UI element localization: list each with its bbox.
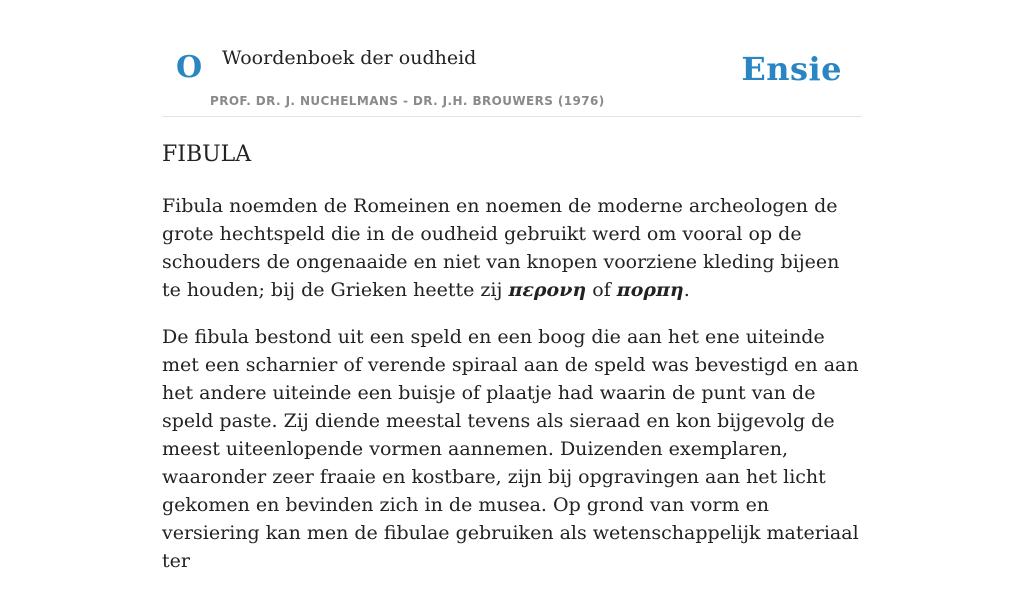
entry-paragraph bbox=[162, 192, 862, 304]
greek-term: πορπη bbox=[616, 279, 684, 301]
greek-term: περονη bbox=[508, 279, 587, 301]
site-header bbox=[162, 0, 862, 117]
paragraph-text: Fibula noemden de Romeinen en noemen de moderne archeologen de grote hechtspeld die in de oudheid gebruikt werd om vooral op de schouders de ongenaaide en niet van knopen voorziene kleding bijeen te houden; bij de Grieken heette zij bbox=[162, 195, 840, 301]
paragraph-text: . bbox=[683, 279, 690, 301]
entry-content bbox=[162, 192, 862, 594]
index-letter[interactable]: O bbox=[176, 50, 203, 85]
entry-paragraph: De fibula bestond uit een speld en een boog die aan het ene uiteinde met een scharnier of verende spiraal aan de speld was bevestigd en aan het andere uiteinde een buisje of plaatje had waarin de punt van de speld paste. Zij diende meestal tevens als sieraad en kon bijgevolg de meest uiteenlopende vormen aannemen. Duizenden exemplaren, waaronder zeer fraaie en kostbare, zijn bij opgravingen aan het licht gekomen en bevinden zich in de musea. Op grond van vorm en versiering kan men de fibulae gebruiken als wetenschappelijk materiaal ter bbox=[162, 326, 859, 572]
book-title[interactable]: Woordenboek der oudheid bbox=[222, 47, 477, 69]
paragraph-text: of bbox=[586, 279, 617, 301]
ensie-logo[interactable]: Ensie bbox=[741, 50, 842, 88]
book-authors: PROF. DR. J. NUCHELMANS - DR. J.H. BROUWERS (1976) bbox=[210, 94, 605, 108]
entry-title: FIBULA bbox=[162, 142, 252, 167]
